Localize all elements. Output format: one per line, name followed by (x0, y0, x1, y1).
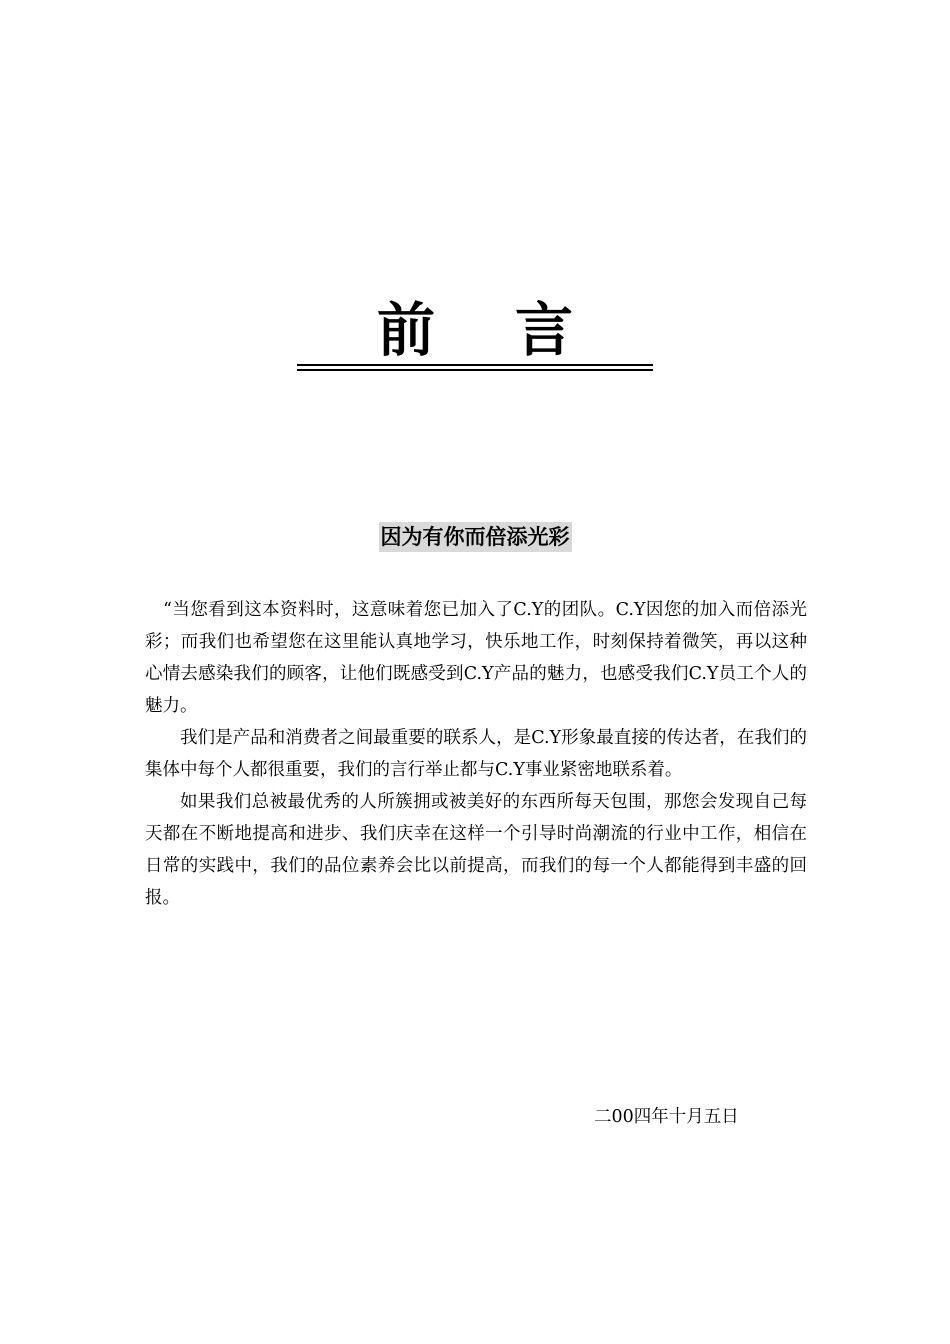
paragraph-2: 我们是产品和消费者之间最重要的联系人，是C.Y形象最直接的传达者，在我们的集体中每个人都很重要，我们的言行举止都与C.Y事业紧密地联系着。 (145, 728, 807, 780)
page-subtitle: 因为有你而倍添光彩 (379, 522, 572, 552)
subtitle-block (0, 522, 950, 552)
paragraph-3: 如果我们总被最优秀的人所簇拥或被美好的东西所每天包围，那您会发现自己每天都在不断地提高和进步、我们庆幸在这样一个引导时尚潮流的行业中工作，相信在日常的实践中，我们的品位素养会比以前提高，而我们的每一个人都能得到丰盛的回报。 (145, 792, 807, 908)
paragraph-1: “当您看到这本资料时，这意味着您已加入了C.Y的团队。C.Y因您的加入而倍添光彩；而我们也希望您在这里能认真地学习，快乐地工作，时刻保持着微笑，再以这种心情去感染我们的顾客，让他们既感受到C.Y产品的魅力，也感受我们C.Y员工个人的魅力。 (145, 600, 807, 716)
title-block (0, 298, 950, 366)
body-text (145, 594, 807, 914)
document-date: 二00四年十月五日 (594, 1107, 739, 1127)
page-title: 前言 (297, 298, 653, 366)
